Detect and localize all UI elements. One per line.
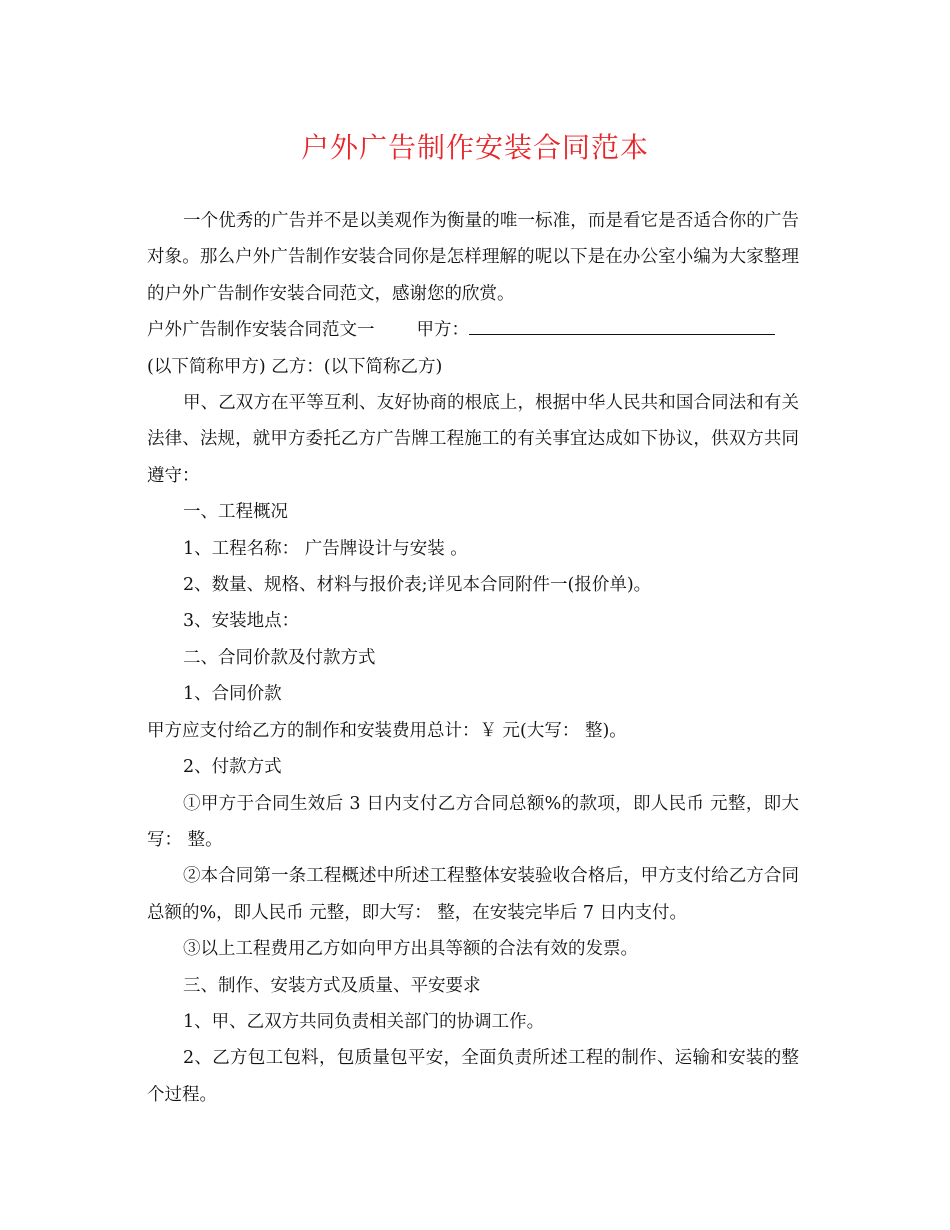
section-title: 一、工程概况 — [183, 502, 288, 523]
section-title: 二、合同价款及付款方式 — [183, 647, 376, 668]
payment-term: ①甲方于合同生效后 3 日内支付乙方合同总额%的款项，即人民币 元整，即大写： 整。 — [147, 793, 799, 850]
clause-item: 2、乙方包工包料，包质量包平安，全面负责所述工程的制作、运输和安装的整个过程。 — [147, 1048, 799, 1105]
party-a-label: 甲方： — [416, 320, 469, 341]
section-title: 三、制作、安装方式及质量、平安要求 — [183, 975, 481, 996]
payment-term: ②本合同第一条工程概述中所述工程整体安装验收合格后，甲方支付给乙方合同总额的%，即人民币 元整，即大写： 整，在安装完毕后 7 日内支付。 — [147, 866, 799, 923]
contract-heading: 户外广告制作安装合同范文一 — [147, 320, 375, 341]
document-title: 户外广告制作安装合同范本 — [300, 131, 649, 164]
preamble-paragraph: 甲、乙双方在平等互利、友好协商的根底上，根据中华人民共和国合同法和有关法律、法规，就甲方委托乙方广告牌工程施工的有关事宜达成如下协议，供双方共同遵守： — [147, 393, 799, 486]
clause-item: 1、合同价款 — [183, 684, 282, 705]
clause-item: 2、数量、规格、材料与报价表;详见本合同附件一(报价单)。 — [183, 575, 652, 596]
clause-item: 2、付款方式 — [183, 757, 282, 778]
party-line — [147, 312, 799, 348]
clause-text: 甲方应支付给乙方的制作和安装费用总计：￥ 元(大写： 整)。 — [147, 720, 627, 741]
document-body — [147, 203, 799, 1113]
party-a-blank-line — [469, 312, 775, 335]
clause-item: 1、工程名称： 广告牌设计与安装 。 — [183, 538, 468, 559]
intro-paragraph: 一个优秀的广告并不是以美观作为衡量的唯一标准，而是看它是否适合你的广告对象。那么户外广告制作安装合同你是怎样理解的呢以下是在办公室小编为大家整理的户外广告制作安装合同范文，感谢您的欣赏。 — [147, 211, 799, 304]
clause-item: 1、甲、乙双方共同负责相关部门的协调工作。 — [183, 1011, 545, 1032]
clause-item: 3、安装地点： — [183, 611, 300, 632]
party-note: (以下简称甲方) 乙方：(以下简称乙方) — [147, 356, 443, 377]
payment-term: ③以上工程费用乙方如向甲方出具等额的合法有效的发票。 — [183, 939, 638, 960]
